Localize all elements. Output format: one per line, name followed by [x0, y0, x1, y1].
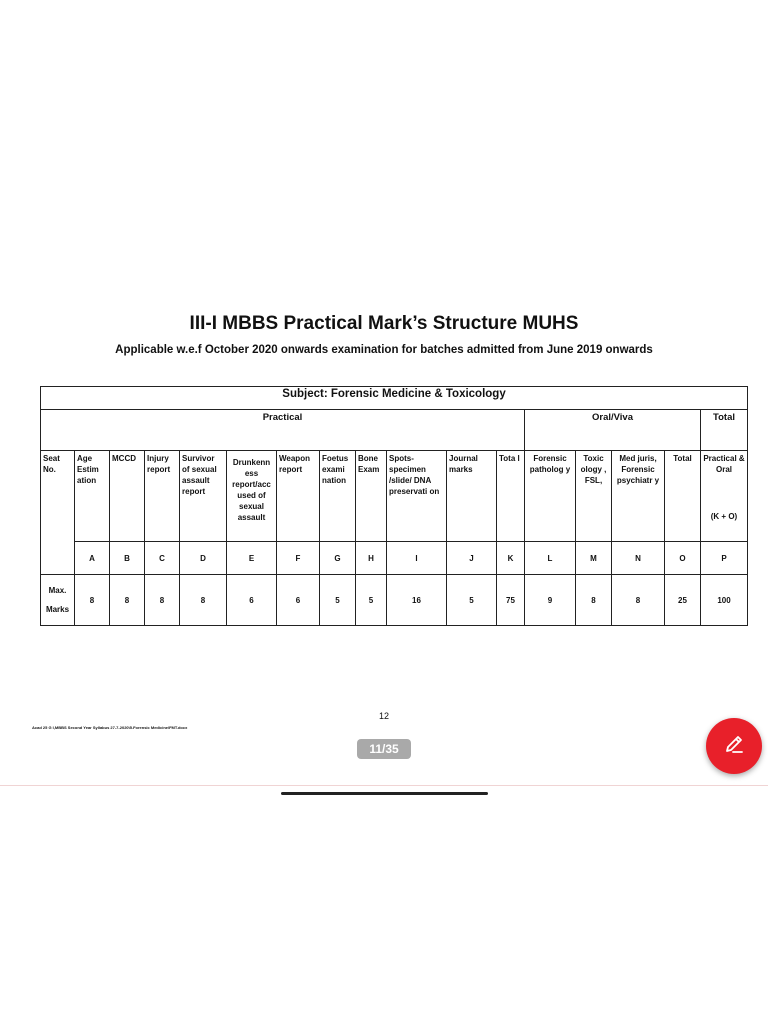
practical-group-header: Practical	[41, 410, 525, 451]
column-letter: A	[75, 542, 110, 575]
column-header: Toxic ology , FSL,	[576, 451, 612, 542]
column-header: Spots- specimen /slide/ DNA preservati on	[387, 451, 447, 542]
column-letter: B	[110, 542, 145, 575]
max-mark-cell: 8	[180, 575, 227, 626]
max-mark-cell: 8	[75, 575, 110, 626]
column-letter: L	[525, 542, 576, 575]
column-letter: M	[576, 542, 612, 575]
max-mark-cell: 8	[612, 575, 665, 626]
column-header: Practical & Oral	[703, 454, 745, 474]
document-title: III-I MBBS Practical Mark’s Structure MUHS	[189, 313, 579, 334]
column-header: Journal marks	[447, 451, 497, 542]
max-mark-cell: 9	[525, 575, 576, 626]
seat-no-header: Seat No.	[41, 451, 75, 575]
subject-header: Subject: Forensic Medicine & Toxicology	[41, 387, 748, 410]
max-mark-cell: 5	[447, 575, 497, 626]
divider	[0, 785, 768, 786]
max-mark-cell: 8	[576, 575, 612, 626]
column-header: Weapon report	[277, 451, 320, 542]
max-mark-cell: 6	[277, 575, 320, 626]
column-letter: N	[612, 542, 665, 575]
column-letter: C	[145, 542, 180, 575]
home-indicator[interactable]	[281, 792, 488, 795]
column-header-row	[41, 451, 748, 542]
column-header: Med juris, Forensic psychiatr y	[612, 451, 665, 542]
column-header-practical-oral	[701, 451, 748, 542]
column-letter: G	[320, 542, 356, 575]
max-mark-cell: 8	[110, 575, 145, 626]
max-mark-cell: 25	[665, 575, 701, 626]
page-number: 12	[378, 711, 389, 721]
column-header: Total	[665, 451, 701, 542]
column-header: MCCD	[110, 451, 145, 542]
column-letter: P	[701, 542, 748, 575]
oral-group-header: Oral/Viva	[525, 410, 701, 451]
max-marks-row	[41, 575, 748, 626]
max-mark-cell: 75	[497, 575, 525, 626]
column-letter: J	[447, 542, 497, 575]
column-letter: E	[227, 542, 277, 575]
max-mark-cell: 100	[701, 575, 748, 626]
column-letter: O	[665, 542, 701, 575]
column-header: Bone Exam	[356, 451, 387, 542]
max-marks-label	[41, 575, 75, 626]
page-indicator[interactable]: 11/35	[357, 739, 411, 759]
column-letter: H	[356, 542, 387, 575]
total-group-header: Total	[701, 410, 748, 451]
column-header: Survivor of sexual assault report	[180, 451, 227, 542]
column-header: Drunkenn ess report/acc used of sexual assault	[227, 451, 277, 542]
max-mark-cell: 6	[227, 575, 277, 626]
marks-table	[40, 386, 748, 626]
column-header-formula: (K + O)	[710, 512, 738, 521]
max-mark-cell: 8	[145, 575, 180, 626]
column-letter: K	[497, 542, 525, 575]
letter-row	[41, 542, 748, 575]
column-header: Tota l	[497, 451, 525, 542]
column-header: Age Estim ation	[75, 451, 110, 542]
max-marks-label-line: Marks	[45, 605, 70, 614]
document-subtitle: Applicable w.e.f October 2020 onwards examination for batches admitted from June 2019 onwards	[115, 344, 653, 356]
max-mark-cell: 5	[356, 575, 387, 626]
pencil-icon	[722, 732, 746, 761]
column-header: Foetus exami nation	[320, 451, 356, 542]
column-letter: F	[277, 542, 320, 575]
column-header: Forensic patholog y	[525, 451, 576, 542]
column-letter: I	[387, 542, 447, 575]
max-marks-label-line: Max.	[48, 586, 67, 595]
max-mark-cell: 16	[387, 575, 447, 626]
column-letter: D	[180, 542, 227, 575]
footer-file-path: Acad 25 G I,MBBS Second Year Syllabus 27-7-2020\5.Forensic Medicine\FMT.docx	[32, 725, 188, 730]
column-header: Injury report	[145, 451, 180, 542]
max-mark-cell: 5	[320, 575, 356, 626]
annotate-button[interactable]	[706, 718, 762, 774]
